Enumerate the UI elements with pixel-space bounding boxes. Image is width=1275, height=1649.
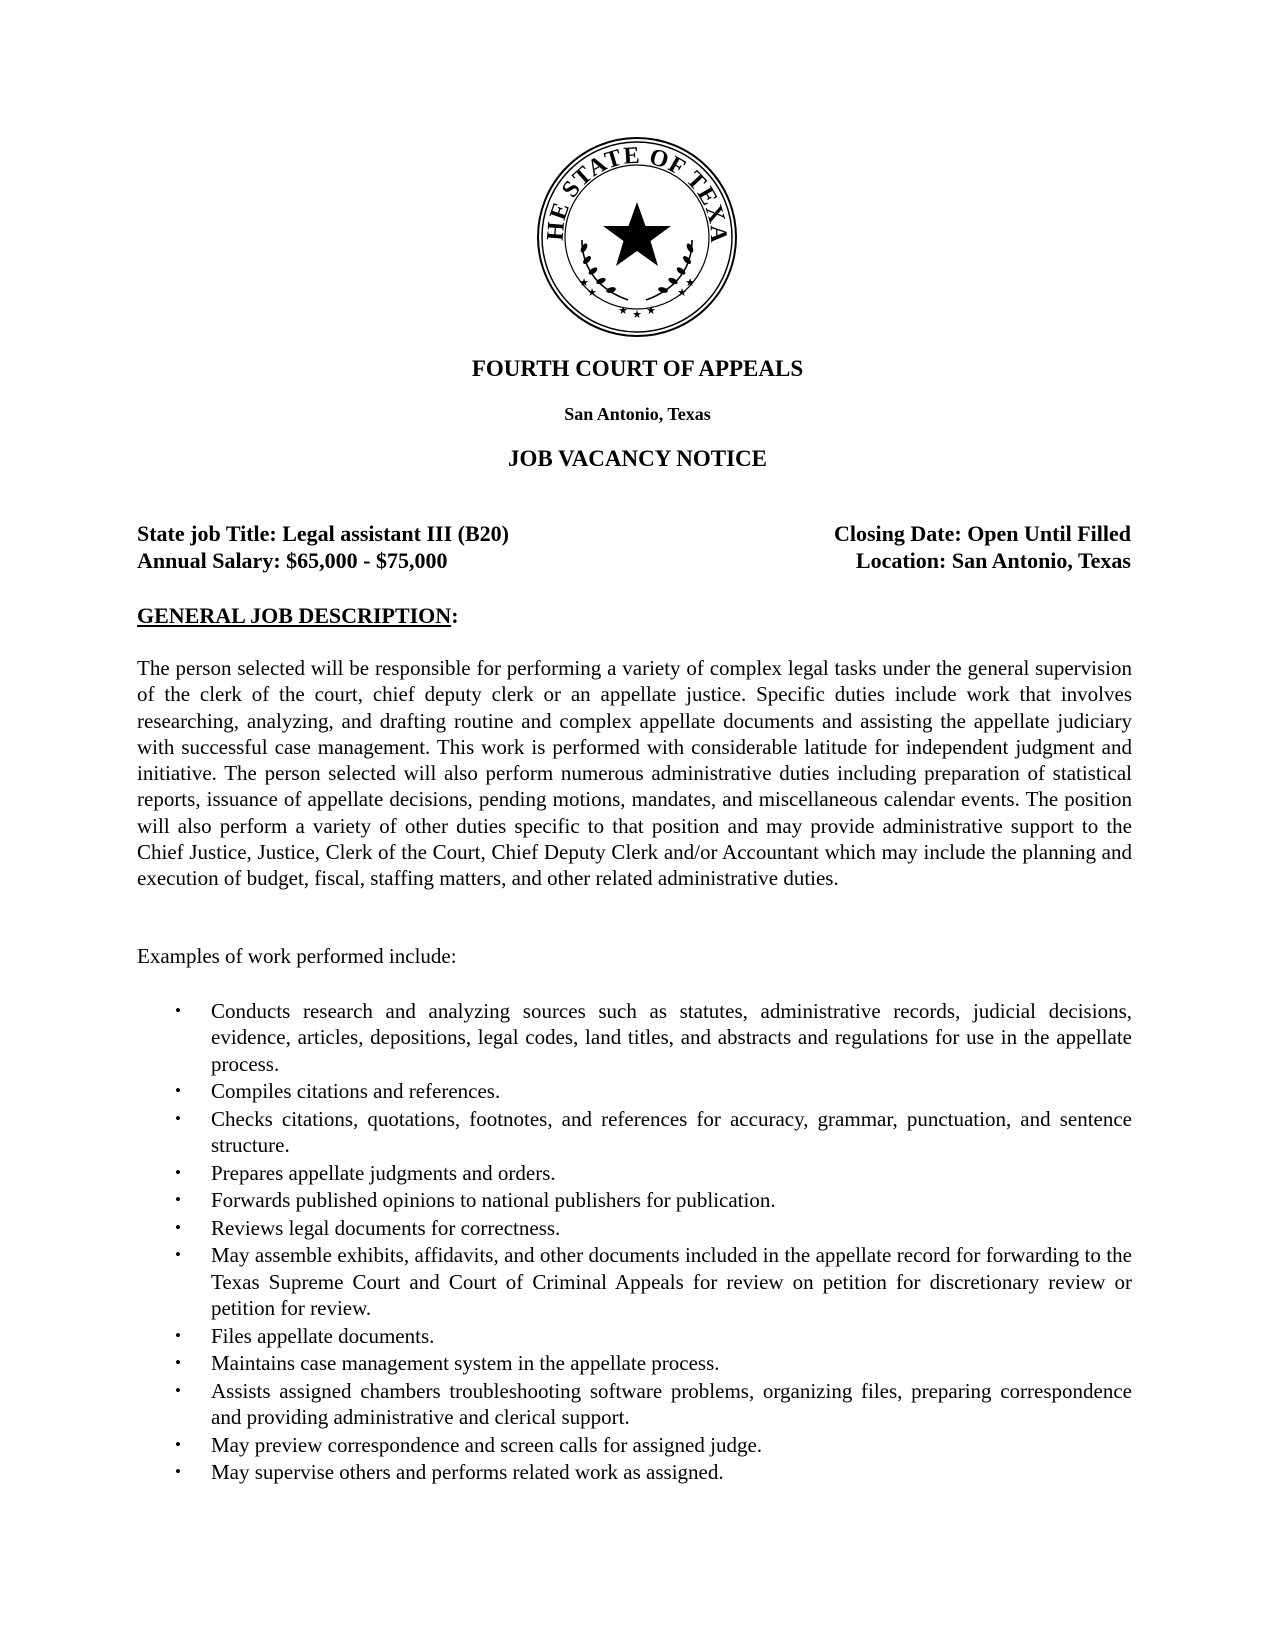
list-item [137, 1078, 1132, 1104]
list-item-text: Maintains case management system in the appellate process. [211, 1351, 720, 1376]
bullet-icon: • [175, 1001, 181, 1020]
bullet-icon: • [175, 1217, 181, 1237]
section-heading [137, 603, 459, 629]
section-heading-colon: : [451, 603, 459, 628]
closing-date: Closing Date: Open Until Filled [833, 521, 1131, 546]
job-meta-row-2 [137, 548, 1131, 576]
list-item-text: Files appellate documents. [211, 1323, 435, 1348]
list-item-text: Reviews legal documents for correctness. [211, 1215, 561, 1240]
list-item [137, 1378, 1132, 1431]
svg-text:★: ★ [632, 308, 642, 321]
list-item-text: Assists assigned chambers troubleshooting software problems, organizing files, preparing correspondence and providing administrative and clerical support. [211, 1378, 1132, 1430]
bullet-icon: • [175, 1462, 181, 1482]
list-item [137, 1106, 1132, 1159]
bullet-icon: • [175, 1190, 181, 1210]
svg-text:★: ★ [685, 276, 695, 289]
bullet-icon: • [175, 1434, 181, 1454]
bullet-icon: • [175, 1325, 181, 1345]
list-item [137, 1432, 1132, 1458]
section-heading-text: GENERAL JOB DESCRIPTION [137, 603, 452, 628]
list-item-text: Forwards published opinions to national publishers for publication. [211, 1188, 776, 1213]
list-item [137, 1350, 1132, 1376]
bullet-icon: • [175, 1353, 181, 1373]
list-item-text: Compiles citations and references. [211, 1079, 501, 1104]
svg-text:★: ★ [618, 304, 628, 317]
bullet-icon: • [175, 1081, 181, 1101]
court-name: FOURTH COURT OF APPEALS [471, 356, 804, 381]
list-item-text: Prepares appellate judgments and orders. [211, 1160, 556, 1185]
annual-salary: Annual Salary: $65,000 - $75,000 [137, 548, 448, 573]
svg-text:★: ★ [579, 276, 589, 289]
list-item-text: Conducts research and analyzing sources such as statutes, administrative records, judicial decisions, evidence, articles, depositions, legal codes, land titles, and abstracts and regulations for use in the appellate process. [211, 999, 1132, 1076]
svg-text:THE STATE OF TEXAS: HE STATE OF TEXA [542, 142, 732, 244]
list-item [137, 1215, 1132, 1241]
seal-icon [536, 136, 738, 338]
list-item [137, 998, 1132, 1077]
texas-state-seal [536, 136, 738, 338]
job-location: Location: San Antonio, Texas [855, 548, 1131, 573]
list-item-text: May supervise others and performs related work as assigned. [211, 1460, 724, 1485]
bullet-icon: • [175, 1245, 181, 1265]
list-item-text: Checks citations, quotations, footnotes, and references for accuracy, grammar, punctuation, and sentence structure. [211, 1106, 1132, 1158]
duties-list [137, 998, 1132, 1487]
svg-text:★: ★ [587, 286, 597, 299]
job-title: State job Title: Legal assistant III (B20) [137, 521, 509, 546]
svg-text:★: ★ [677, 286, 687, 299]
notice-title: JOB VACANCY NOTICE [507, 446, 767, 471]
bullet-icon: • [175, 1108, 181, 1128]
bullet-icon: • [175, 1162, 181, 1182]
list-item [137, 1459, 1132, 1485]
list-item-text: May preview correspondence and screen calls for assigned judge. [211, 1432, 763, 1457]
examples-intro: Examples of work performed include: [137, 944, 457, 968]
list-item [137, 1242, 1132, 1321]
bullet-icon: • [175, 1380, 181, 1400]
list-item [137, 1160, 1132, 1186]
court-city: San Antonio, Texas [564, 404, 711, 424]
svg-text:★: ★ [646, 304, 656, 317]
job-meta-row-1 [137, 521, 1131, 549]
list-item [137, 1323, 1132, 1349]
job-description-paragraph: The person selected will be responsible for performing a variety of complex legal tasks under the general supervision of the clerk of the court, chief deputy clerk or an appellate justice. Specific duties include work that involves researching, analyzing, and drafting routine and complex appellate documents and assisting the appellate judiciary with successful case management. This work is performed with considerable latitude for independent judgment and initiative. The person selected will also perform numerous administrative duties including preparation of statistical reports, issuance of appellate decisions, pending motions, mandates, and miscellaneous calendar events. The position will also perform a variety of other duties specific to that position and may provide administrative support to the Chief Justice, Justice, Clerk of the Court, Chief Deputy Clerk and/or Accountant which may include the planning and execution of budget, fiscal, staffing matters, and other related administrative duties. [137, 656, 1132, 891]
list-item-text: May assemble exhibits, affidavits, and other documents included in the appellate record for forwarding to the Texas Supreme Court and Court of Criminal Appeals for review on petition for discretionary review or petition for review. [211, 1243, 1132, 1321]
list-item [137, 1187, 1132, 1213]
